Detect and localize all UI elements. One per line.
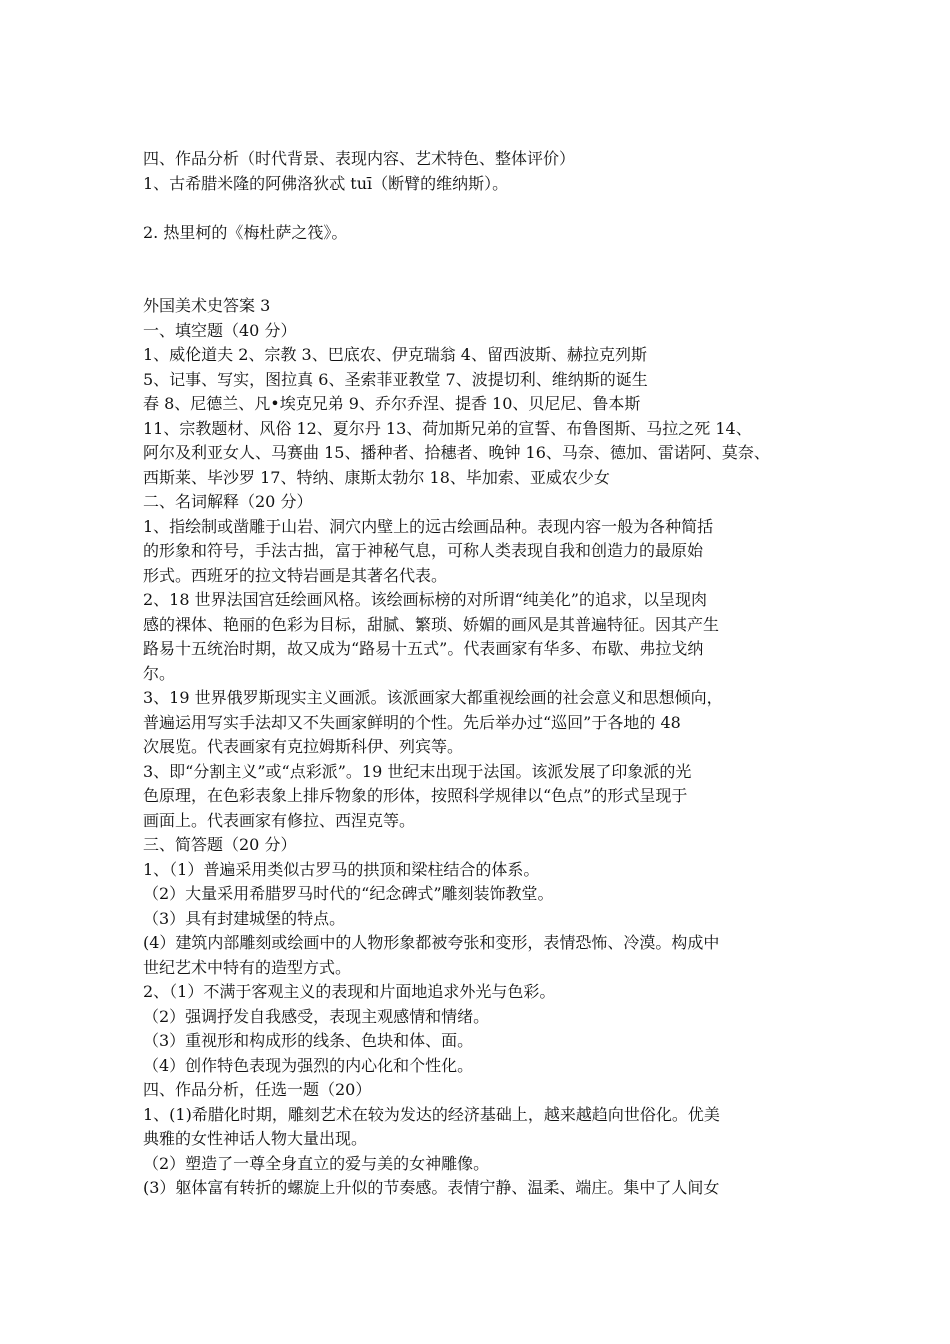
answer-line: 11、宗教题材、风俗 12、夏尔丹 13、荷加斯兄弟的宣誓、布鲁图斯、马拉之死 14、 — [143, 418, 752, 438]
answer-title: 外国美术史答案 3 — [143, 296, 271, 315]
answer-line: （2）塑造了一尊全身直立的爱与美的女神雕像。 — [143, 1153, 490, 1173]
answer-line: 1、（1）普遍采用类似古罗马的拱顶和梁柱结合的体系。 — [143, 859, 540, 879]
answer-line: (3）躯体富有转折的螺旋上升似的节奏感。表情宁静、温柔、端庄。集中了人间女 — [143, 1178, 720, 1197]
answer-line: 的形象和符号，手法古拙，富于神秘气息，可称人类表现自我和创造力的最原始 — [143, 541, 704, 560]
answer-line: （4）创作特色表现为强烈的内心化和个性化。 — [143, 1055, 474, 1075]
answer-line: 1、威伦道夫 2、宗教 3、巴底农、伊克瑞翁 4、留西波斯、赫拉克列斯 — [143, 345, 647, 364]
answer-line: 2、18 世界法国宫廷绘画风格。该绘画标榜的对所谓“纯美化”的追求，以呈现肉 — [143, 590, 707, 609]
answer-line: 感的裸体、艳丽的色彩为目标，甜腻、繁琐、娇媚的画风是其普遍特征。因其产生 — [143, 614, 720, 634]
answer-line: 1、指绘制或凿雕于山岩、洞穴内壁上的远古绘画品种。表现内容一般为各种简括 — [143, 516, 714, 536]
answer-line: （3）重视形和构成形的线条、色块和体、面。 — [143, 1031, 474, 1050]
answer-line: 路易十五统治时期，故又成为“路易十五式”。代表画家有华多、布歇、弗拉戈纳 — [143, 639, 704, 658]
answer-line: 1、(1)希腊化时期，雕刻艺术在较为发达的经济基础上，越来越趋向世俗化。优美 — [143, 1104, 720, 1124]
answer-line: 次展览。代表画家有克拉姆斯科伊、列宾等。 — [143, 737, 464, 756]
answer-line: 画面上。代表画家有修拉、西涅克等。 — [143, 810, 416, 830]
answer-line: 阿尔及利亚女人、马赛曲 15、播种者、拾穗者、晚钟 16、马奈、德加、雷诺阿、莫奈、 — [143, 443, 770, 462]
answer-line: 春 8、尼德兰、凡•埃克兄弟 9、乔尔乔涅、提香 10、贝尼尼、鲁本斯 — [143, 394, 641, 413]
answer-line: 2、（1）不满于客观主义的表现和片面地追求外光与色彩。 — [143, 982, 556, 1001]
answer-line: 尔。 — [143, 663, 176, 683]
answer-line: 3、即“分割主义”或“点彩派”。19 世纪末出现于法国。该派发展了印象派的光 — [143, 761, 692, 781]
section-heading: 三、简答题（20 分） — [143, 835, 297, 854]
answer-line: （2）大量采用希腊罗马时代的“纪念碑式”雕刻装饰教堂。 — [143, 884, 554, 903]
section-heading: 二、名词解释（20 分） — [143, 492, 313, 511]
section-heading: 四、作品分析，任选一题（20） — [143, 1080, 372, 1099]
answer-line: 3、19 世界俄罗斯现实主义画派。该派画家大都重视绘画的社会意义和思想倾向， — [143, 688, 723, 707]
answer-line: 典雅的女性神话人物大量出现。 — [143, 1129, 368, 1148]
question-item: 1、古希腊米隆的阿佛洛狄忒 tuī（断臂的维纳斯）。 — [143, 173, 509, 193]
answer-line: （2）强调抒发自我感受，表现主观感情和情绪。 — [143, 1006, 490, 1026]
answer-line: 世纪艺术中特有的造型方式。 — [143, 957, 352, 977]
document-page — [143, 147, 823, 1201]
section-heading: 一、填空题（40 分） — [143, 320, 297, 340]
blank-line — [143, 196, 823, 221]
answer-line: 色原理，在色彩表象上排斥物象的形体，按照科学规律以“色点”的形式呈现于 — [143, 786, 688, 805]
answer-line: 5、记事、写实，图拉真 6、圣索菲亚教堂 7、波提切利、维纳斯的诞生 — [143, 369, 648, 389]
section-heading: 四、作品分析（时代背景、表现内容、艺术特色、整体评价） — [143, 149, 576, 168]
question-item: 2. 热里柯的《梅杜萨之筏》。 — [143, 222, 348, 242]
answer-line: (4）建筑内部雕刻或绘画中的人物形象都被夸张和变形，表情恐怖、冷漠。构成中 — [143, 933, 720, 952]
answer-line: 形式。西班牙的拉文特岩画是其著名代表。 — [143, 565, 448, 585]
blank-line — [143, 245, 823, 270]
answer-line: 普遍运用写实手法却又不失画家鲜明的个性。先后举办过“巡回”于各地的 48 — [143, 712, 681, 732]
answer-line: （3）具有封建城堡的特点。 — [143, 908, 346, 928]
blank-line — [143, 270, 823, 295]
answer-line: 西斯莱、毕沙罗 17、特纳、康斯太勃尔 18、毕加索、亚威农少女 — [143, 467, 610, 487]
